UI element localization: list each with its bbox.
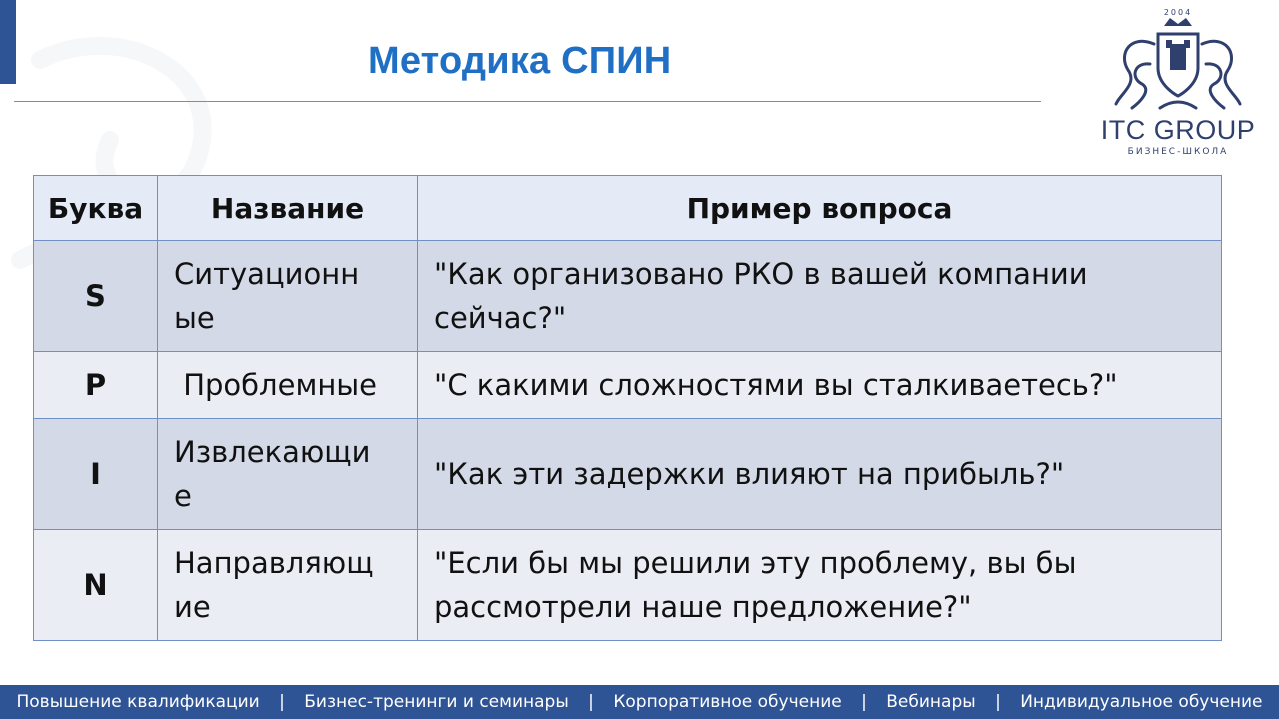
- name-cell: Проблемные: [158, 352, 418, 419]
- title-divider: [14, 101, 1041, 102]
- itc-group-logo: [1088, 4, 1268, 164]
- slide-title: Методика СПИН: [368, 40, 672, 82]
- footer-separator: |: [861, 692, 867, 712]
- footer-item: Повышение квалификации: [16, 692, 260, 712]
- logo-name: ITC GROUP: [1100, 115, 1256, 145]
- table-header-row: [34, 176, 1222, 241]
- table-row: [34, 241, 1222, 352]
- name-cell: [158, 419, 418, 530]
- example-line: рассмотрели наше предложение?": [434, 590, 972, 624]
- footer-separator: |: [995, 692, 1001, 712]
- footer-bar: [0, 685, 1279, 719]
- header-name: Название: [158, 176, 418, 241]
- accent-bar: [0, 0, 16, 84]
- name-cell: [158, 530, 418, 641]
- footer-item: Вебинары: [886, 692, 976, 712]
- example-line: "Как организовано РКО в вашей компании: [434, 257, 1088, 291]
- name-cell: [158, 241, 418, 352]
- example-cell: "Как эти задержки влияют на прибыль?": [418, 419, 1222, 530]
- header-letter: Буква: [34, 176, 158, 241]
- footer-separator: |: [279, 692, 285, 712]
- example-line: "Если бы мы решили эту проблему, вы бы: [434, 546, 1077, 580]
- letter-cell: N: [34, 530, 158, 641]
- example-cell: "С какими сложностями вы сталкиваетесь?": [418, 352, 1222, 419]
- letter-cell: S: [34, 241, 158, 352]
- table-row: [34, 419, 1222, 530]
- name-line: Направляющ: [174, 546, 374, 580]
- crest-icon: [1110, 4, 1246, 114]
- name-line: е: [174, 479, 192, 513]
- letter-cell: I: [34, 419, 158, 530]
- name-line: ие: [174, 590, 211, 624]
- footer-separator: |: [588, 692, 594, 712]
- example-cell: [418, 530, 1222, 641]
- name-line: Извлекающи: [174, 435, 371, 469]
- table-row: [34, 352, 1222, 419]
- spin-table: [33, 175, 1222, 641]
- example-cell: [418, 241, 1222, 352]
- table-row: [34, 530, 1222, 641]
- footer-item: Корпоративное обучение: [613, 692, 842, 712]
- footer-item: Индивидуальное обучение: [1020, 692, 1263, 712]
- letter-cell: P: [34, 352, 158, 419]
- name-line: Ситуационн: [174, 257, 360, 291]
- example-line: сейчас?": [434, 301, 567, 335]
- name-line: ые: [174, 301, 215, 335]
- logo-subtitle: БИЗНЕС-ШКОЛА: [1127, 147, 1229, 157]
- header-example: Пример вопроса: [418, 176, 1222, 241]
- footer-item: Бизнес-тренинги и семинары: [304, 692, 569, 712]
- svg-text:2004: 2004: [1163, 8, 1193, 17]
